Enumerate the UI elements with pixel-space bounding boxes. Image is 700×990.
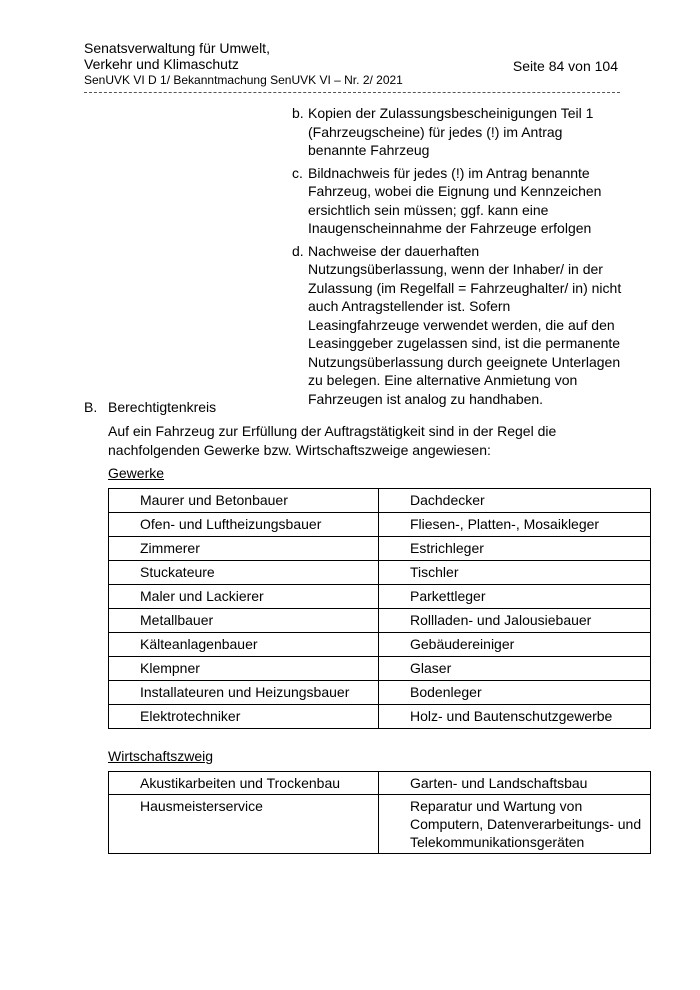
table-cell: Installateuren und Heizungsbauer xyxy=(109,681,379,705)
table-cell: Ofen- und Luftheizungsbauer xyxy=(109,513,379,537)
list-letter: d. xyxy=(292,242,304,259)
table-cell: Rollladen- und Jalousiebauer xyxy=(379,609,651,633)
list-text: Bildnachweis für jedes (!) im Antrag benannte Fahrzeug, wobei die Eignung und Kennzeichen ersichtlich sein müssen; ggf. kann eine Inaugenscheinnahme der Fahrzeuge erfolgen xyxy=(308,164,602,236)
org-name-line1: Senatsverwaltung für Umwelt, xyxy=(84,40,270,56)
list-text: Nachweise der dauerhaften Nutzungsüberlassung, wenn der Inhaber/ in der Zulassung (im Regelfall = Fahrzeughalter/ in) nicht auch Antragstellender ist. Sofern Leasingfahrzeuge verwendet werden, die auf den Leasinggeber zugelassen sind, ist die permanente Nutzungsüberlassung durch geeignete Unterlagen zu belegen. Eine alternative Anmietung von Fahrzeugen ist analog zu handhaben. xyxy=(308,242,622,407)
list-letter: b. xyxy=(292,105,304,121)
section-title: Berechtigtenkreis xyxy=(108,399,217,415)
table-cell: Holz- und Bautenschutzgewerbe xyxy=(379,705,651,729)
table-cell: Metallbauer xyxy=(109,609,379,633)
table-cell: Hausmeisterservice xyxy=(109,795,379,854)
table-cell: Dachdecker xyxy=(379,489,651,513)
table-cell: Fliesen-, Platten-, Mosaikleger xyxy=(379,513,651,537)
table-cell: Bodenleger xyxy=(379,681,651,705)
table-cell: Maler und Lackierer xyxy=(109,585,379,609)
section-intro: Auf ein Fahrzeug zur Erfüllung der Auftragstätigkeit sind in der Regel die nachfolgenden Gewerke bzw. Wirtschaftszweige angewiesen: xyxy=(108,423,557,458)
table-cell: Klempner xyxy=(109,657,379,681)
table-row xyxy=(109,537,651,561)
list-item xyxy=(292,104,622,160)
table-cell: Kälteanlagenbauer xyxy=(109,633,379,657)
table-cell: Parkettleger xyxy=(379,585,651,609)
table-row xyxy=(109,489,651,513)
table-row xyxy=(109,609,651,633)
table-row xyxy=(109,585,651,609)
table-cell: Akustikarbeiten und Trockenbau xyxy=(109,772,379,795)
table-cell: Tischler xyxy=(379,561,651,585)
table-row xyxy=(109,513,651,537)
table-cell: Glaser xyxy=(379,657,651,681)
table-cell: Stuckateure xyxy=(109,561,379,585)
requirements-list xyxy=(292,104,622,412)
list-text: Kopien der Zulassungsbescheinigungen Teil 1 (Fahrzeugscheine) für jedes (!) im Antrag benannte Fahrzeug xyxy=(308,105,594,158)
table-cell: Elektrotechniker xyxy=(109,705,379,729)
table-cell: Reparatur und Wartung von Computern, Datenverarbeitungs- und Telekommunikationsgeräten xyxy=(379,795,651,854)
gewerke-heading: Gewerke xyxy=(108,465,165,481)
table-cell: Garten- und Landschaftsbau xyxy=(379,772,651,795)
table-cell: Estrichleger xyxy=(379,537,651,561)
list-letter: c. xyxy=(292,164,303,181)
page-header xyxy=(84,40,620,93)
page-number: Seite 84 von 104 xyxy=(512,58,618,74)
table-cell: Gebäudereiniger xyxy=(379,633,651,657)
list-item xyxy=(292,242,622,409)
table-cell: Zimmerer xyxy=(109,537,379,561)
table-row xyxy=(109,772,651,795)
table-row xyxy=(109,681,651,705)
table-cell: Maurer und Betonbauer xyxy=(109,489,379,513)
table-row xyxy=(109,561,651,585)
section-letter: B. xyxy=(84,399,98,415)
list-item xyxy=(292,164,622,238)
table-row xyxy=(109,657,651,681)
table-row xyxy=(109,795,651,854)
org-name-line2: Verkehr und Klimaschutz xyxy=(84,56,239,72)
table-row xyxy=(109,633,651,657)
document-reference: SenUVK VI D 1/ Bekanntmachung SenUVK VI – Nr. 2/ 2021 xyxy=(84,73,403,87)
wirtschaftszweig-heading: Wirtschaftszweig xyxy=(108,748,214,764)
table-row xyxy=(109,705,651,729)
wirtschaftszweig-table xyxy=(108,771,651,854)
gewerke-table xyxy=(108,488,651,729)
